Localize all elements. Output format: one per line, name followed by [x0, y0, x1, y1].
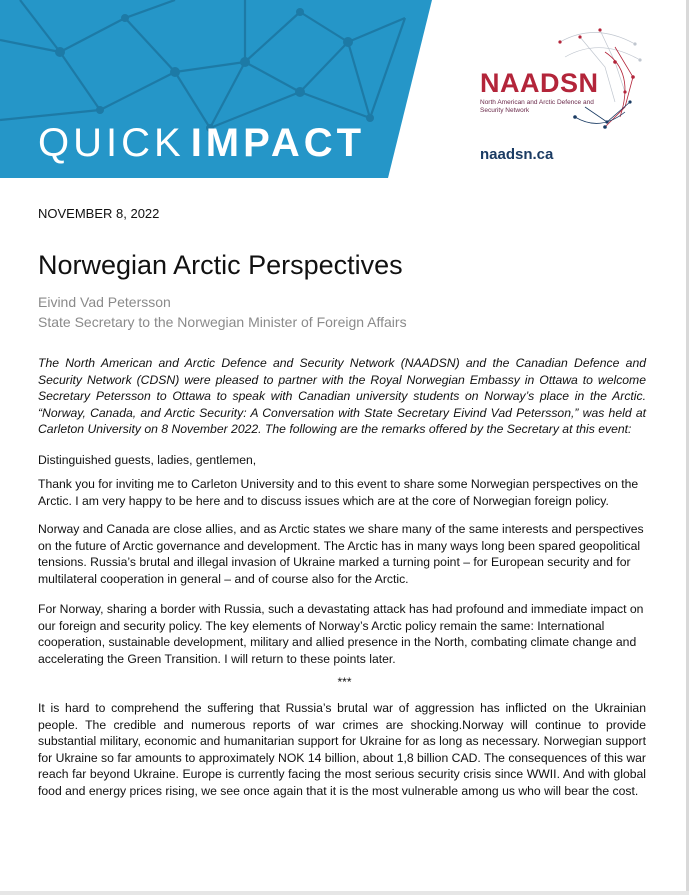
author-name: Eivind Vad Petersson — [38, 294, 171, 310]
page-edge-bottom — [0, 891, 689, 895]
banner-title — [38, 121, 365, 166]
logo-url-link[interactable]: naadsn.ca — [480, 146, 554, 163]
document-date: NOVEMBER 8, 2022 — [38, 206, 160, 221]
author-role: State Secretary to the Norwegian Minister of Foreign Affairs — [38, 314, 407, 330]
body-paragraph-border: For Norway, sharing a border with Russia, such a devastating attack has had profound and immediate impact on our foreign and security policy. The key elements of Norway’s Arctic policy remain the same: International cooperation, sustainable development, military and allied presence in the North, combating climate change and accelerating the Green Transition. I will return to these points later. — [38, 602, 644, 666]
intro-paragraph: The North American and Arctic Defence and Security Network (NAADSN) and the Canadian Defence and Security Network (CDSN) were pleased to partner with the Royal Norwegian Embassy in Ottawa to welcome Secretary Petersson to Ottawa to speak with Canadian university students on Norway’s place in the Arctic. “Norway, Canada, and Arctic Security: A Conversation with State Secretary Eivind Vad Petersson,” was held at Carleton University on 8 November 2022. The following are the remarks offered by the Secretary at this event: — [38, 356, 646, 436]
body-paragraph-allies: Norway and Canada are close allies, and as Arctic states we share many of the same interests and perspectives on the future of Arctic governance and development. The Arctic has in many ways long been spared geopolitical tensions. Russia’s brutal and illegal invasion of Ukraine marked a turning point – for European security and for multilateral cooperation in general – and of course also for the Arctic. — [38, 522, 644, 586]
body-paragraph-thanks: Thank you for inviting me to Carleton University and to this event to share some Norwegian perspectives on the Arctic. I am very happy to be here and to discuss issues which are at the core of Norwegian foreign policy. — [38, 477, 639, 508]
section-separator: *** — [337, 675, 352, 689]
greeting-paragraph: Distinguished guests, ladies, gentlemen, — [38, 453, 257, 467]
document-title: Norwegian Arctic Perspectives — [38, 250, 403, 280]
banner-title-light: QUICK — [38, 121, 185, 165]
logo-subtitle: North American and Arctic Defence and Security Network — [480, 99, 594, 114]
body-paragraph-ukraine: It is hard to comprehend the suffering that Russia’s brutal war of aggression has inflicted on the Ukrainian people. The credible and numerous reports of war crimes are shocking.Norway will continue to provide substantial military, economic and humanitarian support for Ukraine for as long as necessary. Norwegian support for Ukraine so far amounts to approximately NOK 14 billion, about 1,8 billion CAD. The consequences of this war reach far beyond Ukraine. Europe is currently facing the most serious security crisis since WWII. And with global food and energy prices rising, we see once again that it is the most vulnerable among us who will bear the cost. — [38, 701, 646, 798]
banner-title-bold: IMPACT — [190, 121, 366, 165]
logo-wordmark: NAADSN — [480, 68, 599, 98]
